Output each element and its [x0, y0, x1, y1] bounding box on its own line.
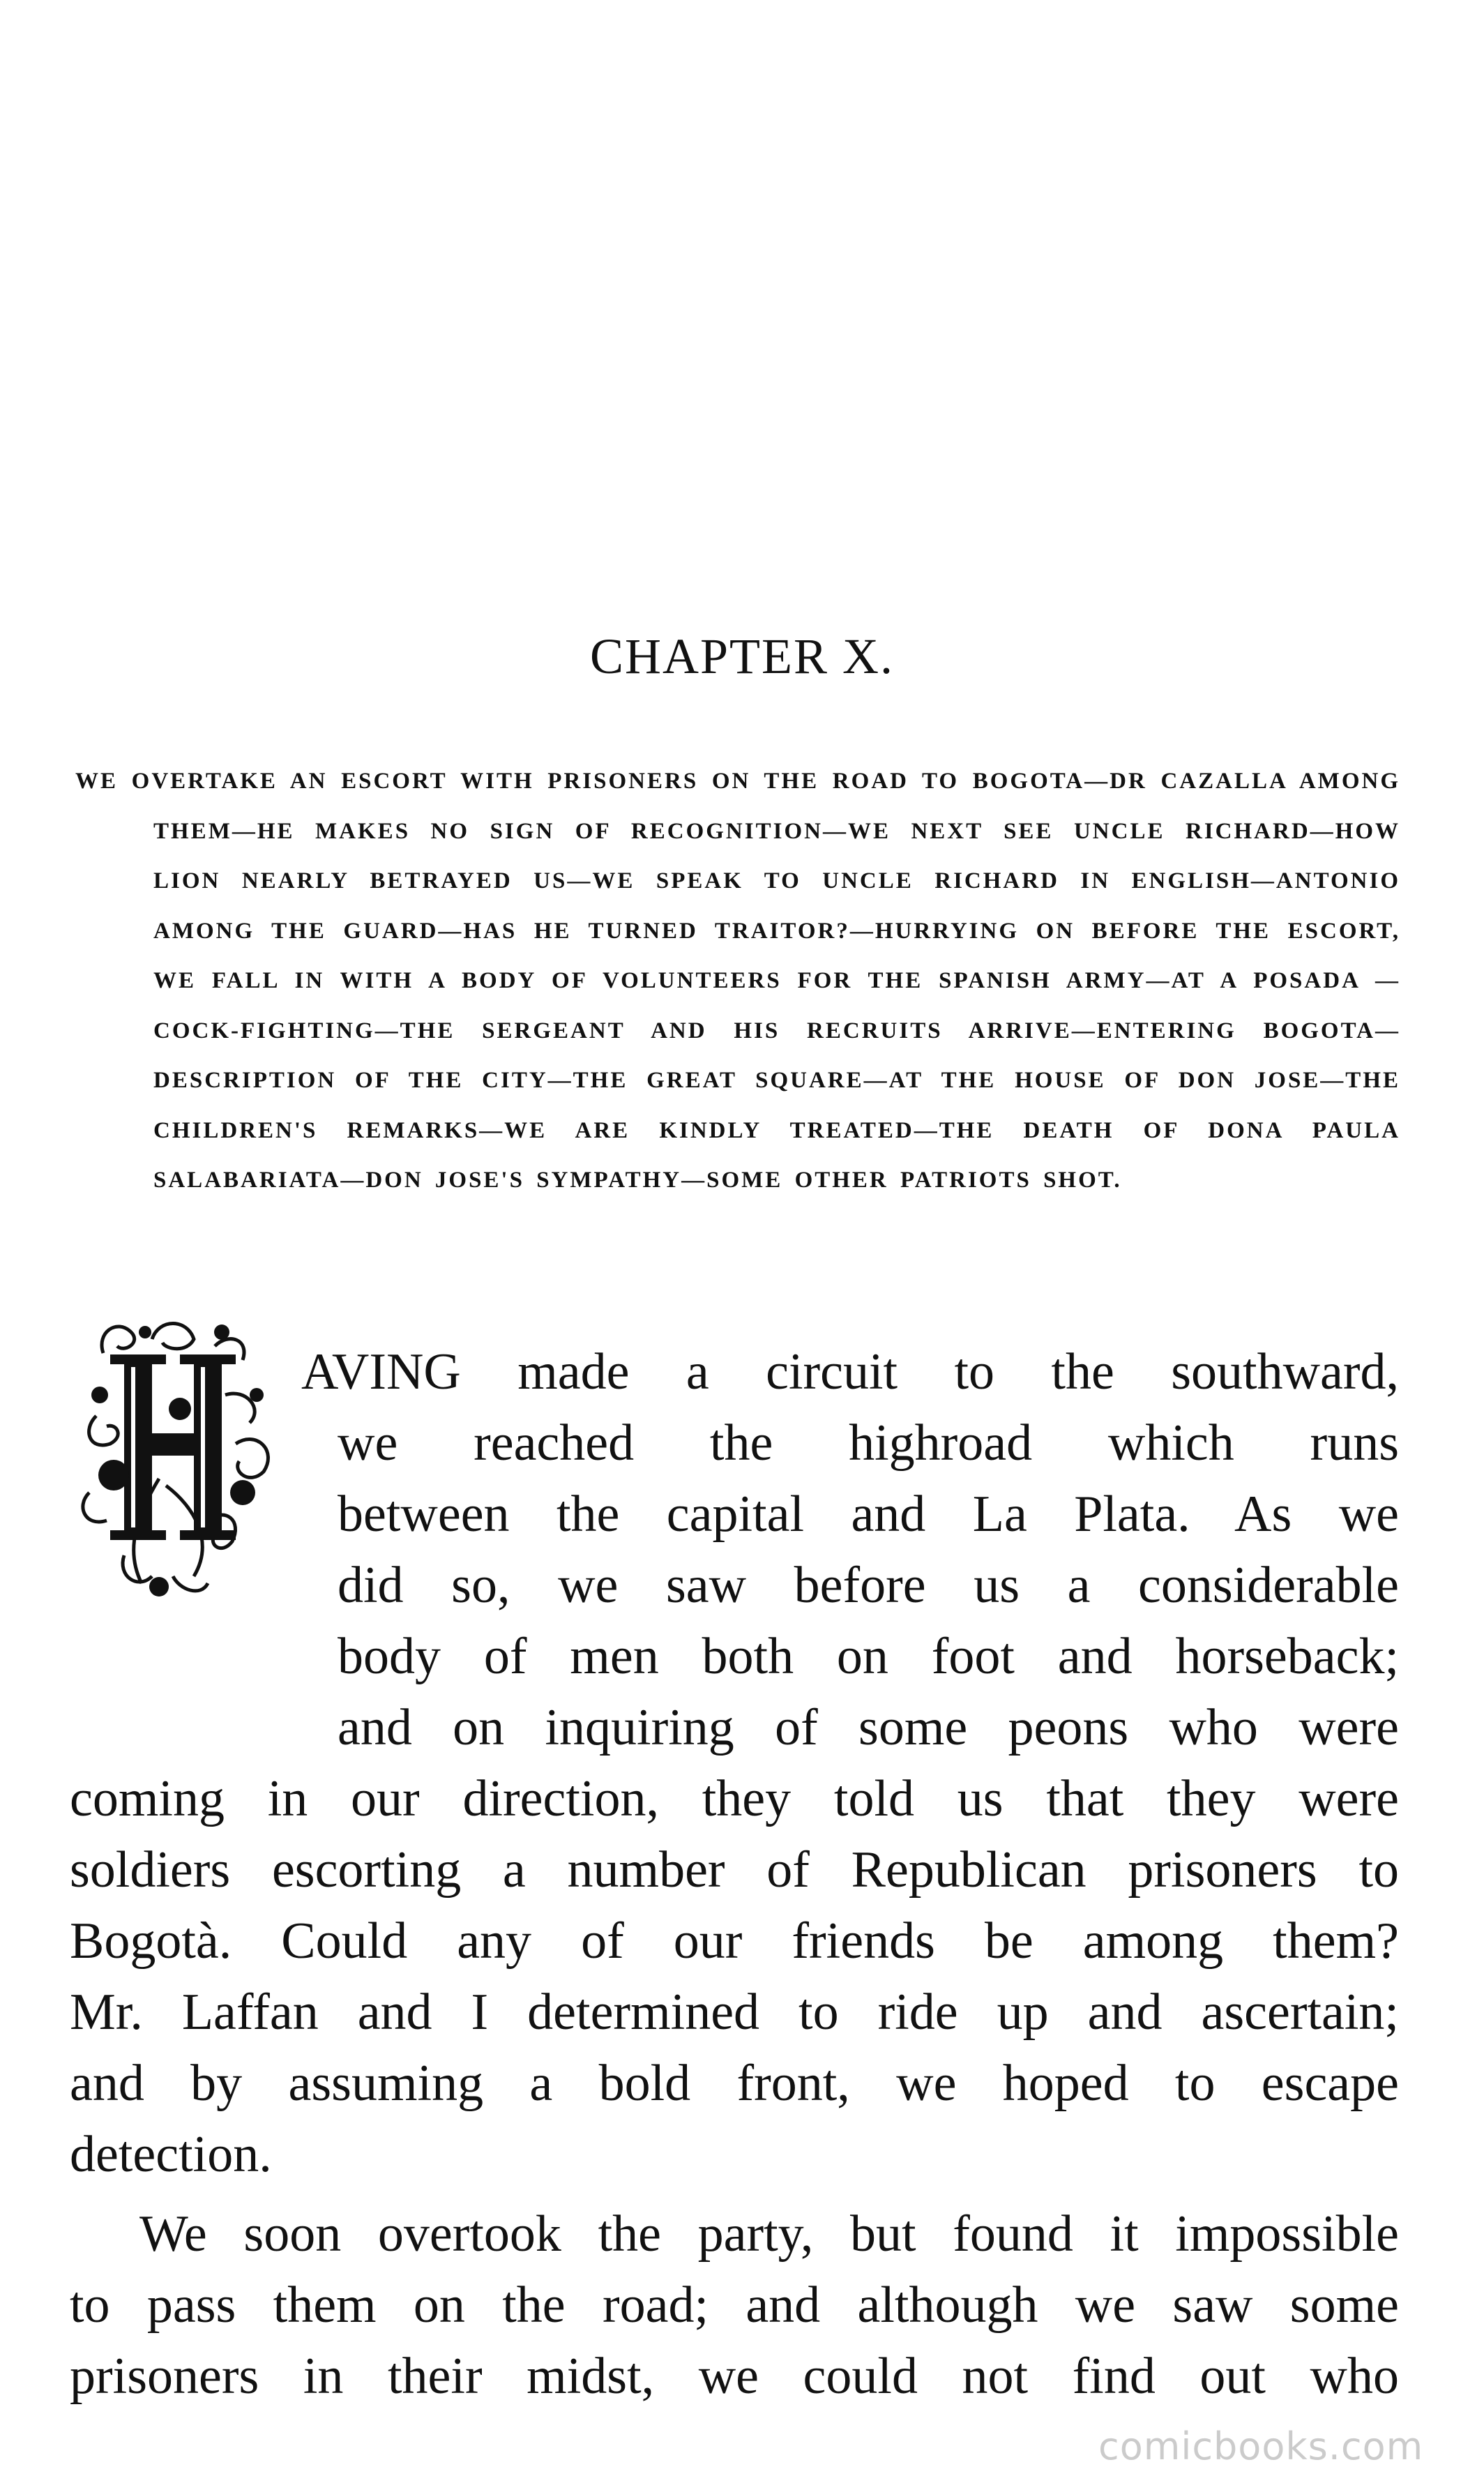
text-line: body of men both on foot and horseback;: [338, 1628, 1399, 1685]
chapter-summary: WE OVERTAKE AN ESCORT WITH PRISONERS ON THE ROAD TO BOGOTA—DR CAZALLA AMONG THEM—HE MAKES NO SIGN OF RECOGNITION—WE NEXT SEE UNCLE RICHARD—HOW LION NEARLY BETRAYED US—WE SPEAK TO UNCLE RICHARD IN ENGLISH—ANTONIO AMONG THE GUARD—HAS HE TURNED TRAITOR?—HURRYING ON BEFORE THE ESCORT, WE FALL IN WITH A BODY OF VOLUNTEERS FOR THE SPANISH ARMY—AT A POSADA —COCK-FIGHTING—THE SERGEANT AND HIS RECRUITS ARRIVE—ENTERING BOGOTA—DESCRIPTION OF THE CITY—THE GREAT SQUARE—AT THE HOUSE OF DON JOSE—THE CHILDREN'S REMARKS—WE ARE KINDLY TREATED—THE DEATH OF DONA PAULA SALABARIATA—DON JOSE'S SYMPATHY—SOME OTHER PATRIOTS SHOT.: [75, 769, 1400, 1193]
text-line: Bogotà. Could any of our friends be among them?: [70, 1912, 1399, 1970]
text-line: detection.: [70, 2126, 272, 2183]
text-line: and on inquiring of some peons who were: [338, 1699, 1399, 1756]
text-line: did so, we saw before us a considerable: [338, 1557, 1399, 1614]
text-line: we reached the highroad which runs: [338, 1414, 1399, 1472]
watermark: comicbooks.com: [1098, 2424, 1424, 2468]
text-line: between the capital and La Plata. As we: [338, 1486, 1399, 1543]
text-line: coming in our direction, they told us that they were: [70, 1770, 1399, 1827]
text-line: soldiers escorting a number of Republican prisoners to: [70, 1841, 1399, 1899]
text-line: and by assuming a bold front, we hoped to escape: [70, 2055, 1399, 2112]
ornamental-dropcap-h: [75, 1311, 304, 1611]
text-line: We soon overtook the party, but found it impossible: [139, 2205, 1399, 2263]
text-line: AVING made a circuit to the southward,: [301, 1343, 1399, 1401]
text-line: to pass them on the road; and although we saw some: [70, 2277, 1399, 2334]
chapter-title: CHAPTER X.: [589, 628, 895, 684]
text-line: prisoners in their midst, we could not find out who: [70, 2348, 1399, 2405]
text-line: Mr. Laffan and I determined to ride up and ascertain;: [70, 1984, 1399, 2041]
